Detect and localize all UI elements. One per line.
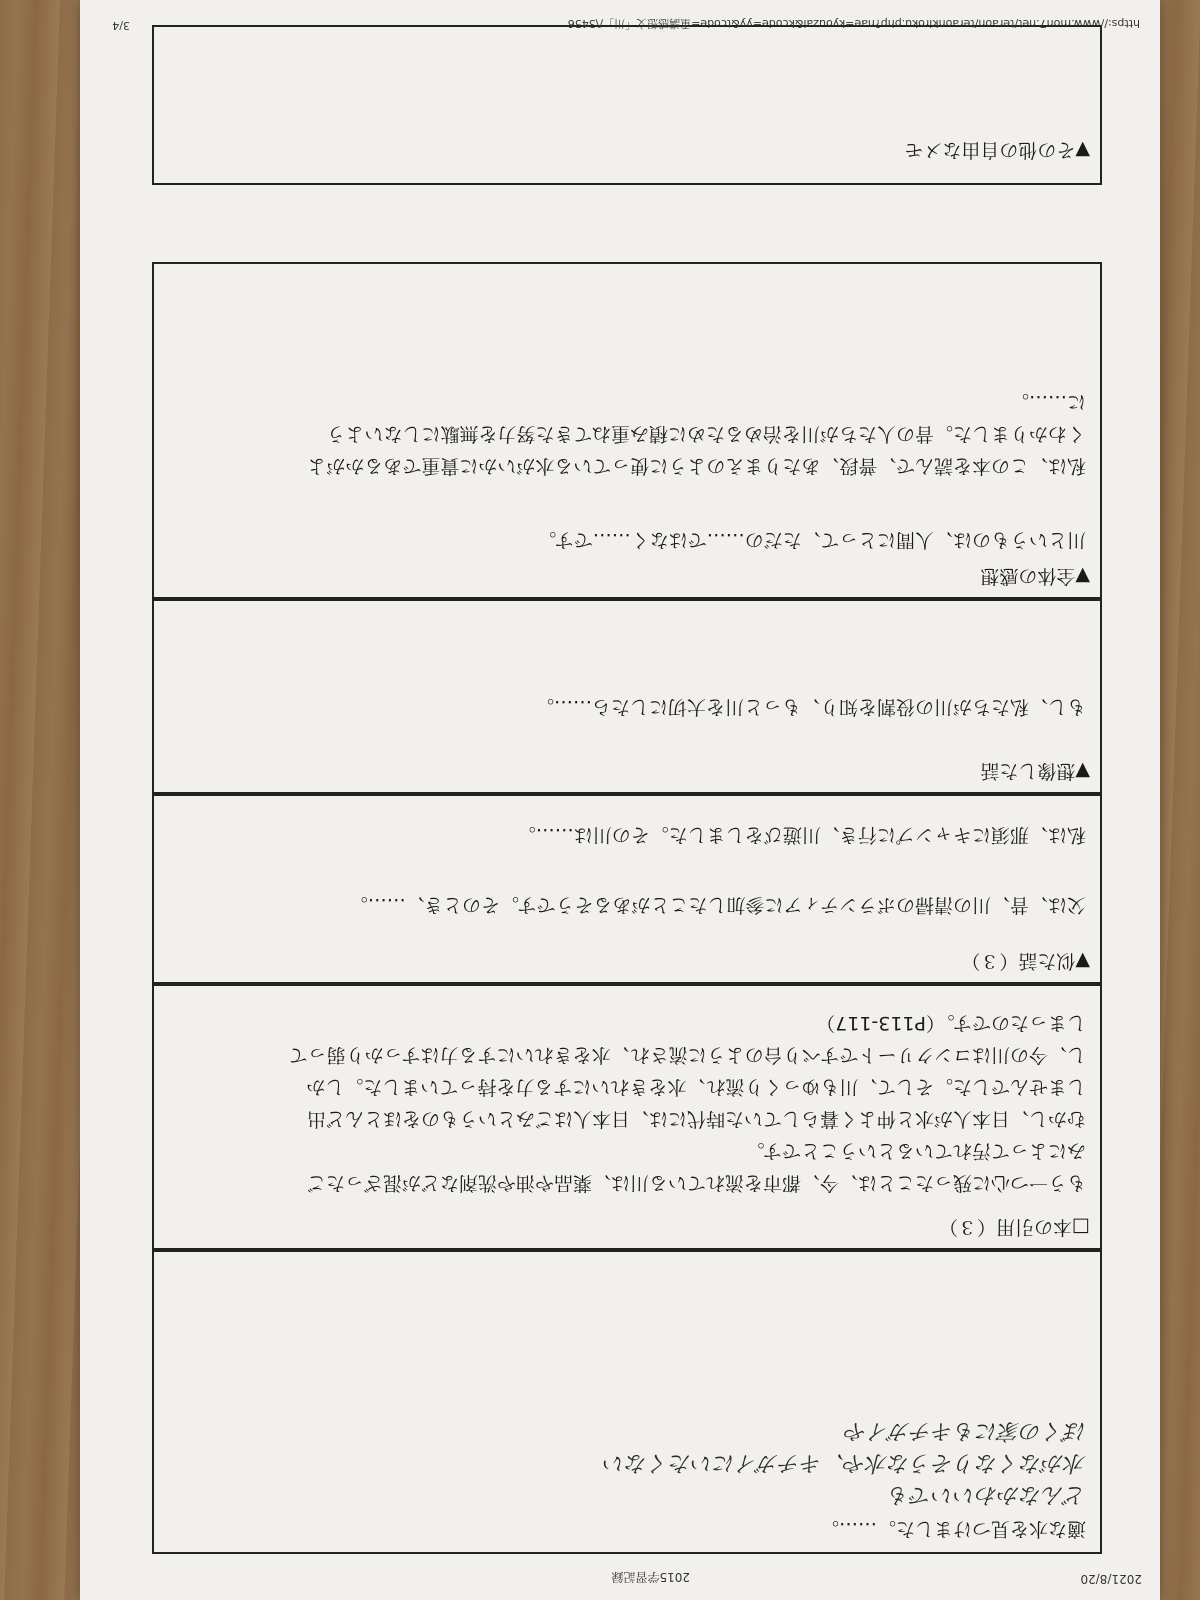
similar-heading: ▼似た話（３）: [961, 950, 1090, 972]
overall-line: に……。: [1009, 391, 1086, 413]
quote-heading: □本の引用（３）: [939, 1216, 1090, 1238]
print-title: 2015学習記録: [611, 1570, 690, 1584]
overall-line: 川というものは、人間にとって、ただの……ではなく……です。: [537, 529, 1086, 551]
page-number: 3/4: [112, 19, 130, 32]
sheet-content-rotated: [80, 0, 1160, 1600]
handwritten-line-2: 水がなくなりそうな水や、キチガイにいたくない: [603, 1450, 1086, 1475]
similar-line: 私は、那須にキャンプに行き、川遊びをしました。その川は……。: [516, 824, 1086, 846]
handwritten-line-1: どんなかわいいでも: [887, 1482, 1086, 1507]
similar-line: 父は、昔、川の清掃のボランティアに参加したことがあるそうです。そのとき、……。: [348, 894, 1086, 916]
quote-box: [152, 984, 1102, 1250]
overall-line: くわかりました。昔の人たちが川を治めるために積み重ねてきた努力を無駄にしないよう: [326, 423, 1086, 445]
overall-line: 私は、この本を読んで、普段、あたりまえのように使っている水がいかに貴重であるかがよ: [307, 455, 1086, 477]
quote-line: しまったのです。（P113-117）: [816, 1012, 1086, 1034]
overall-heading: ▼全体の感想: [980, 565, 1090, 587]
quote-line: し、今の川はコンクリートですべり台のように流され、水をきれいにする力はすっかり弱って: [288, 1044, 1086, 1066]
imagined-story-box: [152, 599, 1102, 794]
reading-notes-box: [152, 1250, 1102, 1554]
print-url: https://www.mon7.net/teraon/teraonkiroku.php?nae=kyouzai&kcode=yy&tcode=重講感想文「川」/\3456: [567, 17, 1140, 30]
quote-line: みによって汚れているということです。: [745, 1140, 1086, 1162]
similar-story-box: [152, 794, 1102, 984]
quote-line: むかし、日本人が水と仲よく暮らしていた時代には、日本人はごみというものをほとんど出: [306, 1108, 1086, 1130]
free-memo-box: [152, 25, 1102, 185]
printed-sheet: [80, 0, 1160, 1600]
print-date: 2021/8/20: [1080, 1572, 1142, 1586]
notes-line: 適な水を見つけました。……。: [819, 1518, 1086, 1540]
quote-line: しませんでした。そして、川もゆっくり流れ、水をきれいにする力を持っていました。しか: [306, 1076, 1086, 1098]
memo-heading: ▼その他の自由なメモ: [904, 139, 1090, 161]
imagined-heading: ▼想像した話: [980, 760, 1090, 782]
handwritten-line-3: ぼくの家にもキチガイや: [845, 1418, 1086, 1443]
overall-impression-box: [152, 262, 1102, 599]
quote-line: もう一つ心に残ったことは、今、都市を流れている川は、薬品や油や洗剤などが混ざったご: [306, 1172, 1086, 1194]
imagined-line: もし、私たちが川の役割を知り、もっと川を大切にしたら……。: [534, 696, 1086, 718]
